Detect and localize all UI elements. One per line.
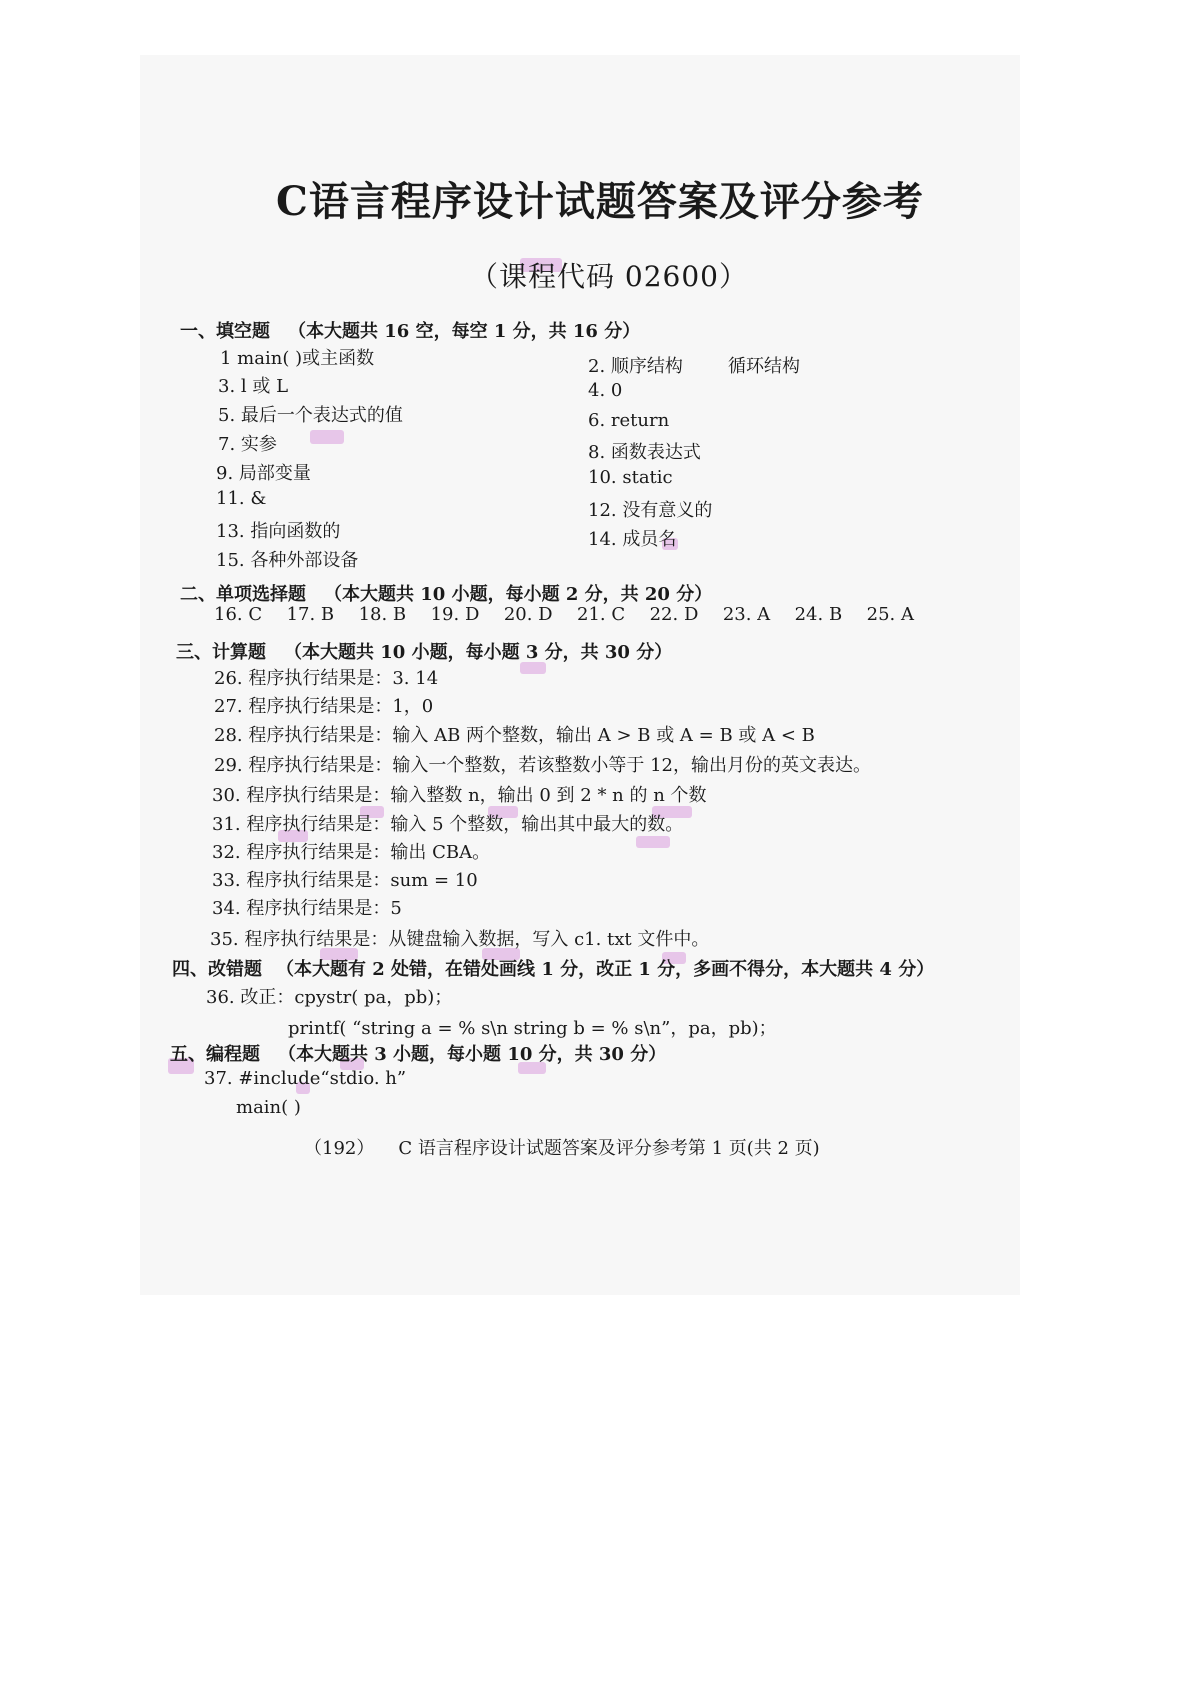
section-fill-heading (180, 317, 640, 343)
fill-answer-2b: 循环结构 (728, 356, 800, 377)
calc-answer-29: 29. 程序执行结果是：输入一个整数，若该整数小等于 12，输出月份的英文表达。 (214, 755, 871, 776)
choice-answer: 23. A (722, 604, 771, 625)
section-choice-label: 二、单项选择题 (180, 584, 306, 605)
footer-text: C 语言程序设计试题答案及评分参考第 1 页(共 2 页) (398, 1138, 820, 1159)
section-fix-note: （本大题有 2 处错，在错处画线 1 分，改正 1 分，多画不得分，本大题共 4 分） (276, 959, 935, 980)
calc-answer-32: 32. 程序执行结果是：输出 CBA。 (212, 842, 491, 863)
page-title: C语言程序设计试题答案及评分参考 (276, 178, 924, 225)
fill-answer-14: 14. 成员名 (588, 529, 677, 550)
section-prog-heading (170, 1040, 666, 1066)
section-calc-label: 三、计算题 (176, 642, 266, 663)
calc-answer-31: 31. 程序执行结果是：输入 5 个整数，输出其中最大的数。 (212, 814, 684, 835)
calc-answer-27: 27. 程序执行结果是：1，0 (214, 696, 434, 717)
calc-answer-26: 26. 程序执行结果是：3. 14 (214, 668, 439, 689)
prog-answer-37-line2: main( ) (236, 1097, 301, 1118)
choice-answer: 18. B (358, 604, 407, 625)
fix-answer-36-line2: printf( “string a = % s\n string b = % s\n”，pa，pb)； (288, 1018, 777, 1039)
choice-answer: 22. D (649, 604, 699, 625)
highlight-mark (636, 836, 670, 848)
highlight-mark (310, 430, 344, 444)
page-footer (304, 1134, 820, 1160)
choice-answer: 19. D (430, 604, 480, 625)
choice-answer: 17. B (286, 604, 335, 625)
footer-page-code: （192） (304, 1138, 375, 1159)
section-choice-note: （本大题共 10 小题，每小题 2 分，共 20 分） (324, 584, 713, 605)
course-code: （课程代码 02600） (470, 260, 748, 293)
section-calc-note: （本大题共 10 小题，每小题 3 分，共 30 分） (284, 642, 673, 663)
fill-answer-15: 15. 各种外部设备 (216, 550, 359, 571)
section-prog-note: （本大题共 3 小题，每小题 10 分，共 30 分） (278, 1044, 667, 1065)
calc-answer-34: 34. 程序执行结果是：5 (212, 898, 402, 919)
calc-answer-28: 28. 程序执行结果是：输入 AB 两个整数，输出 A > B 或 A = B 或 A < B (214, 725, 815, 746)
fill-answer-2: 2. 顺序结构 (588, 356, 683, 377)
section-fill-note: （本大题共 16 空，每空 1 分，共 16 分） (288, 321, 641, 342)
fill-answer-11: 11. & (216, 488, 267, 509)
section-fix-heading (172, 955, 934, 981)
fill-answer-9: 9. 局部变量 (216, 463, 311, 484)
section-calc-heading (176, 638, 672, 664)
section-choice-heading (180, 580, 712, 606)
fill-answer-10: 10. static (588, 467, 673, 488)
fix-answer-36: 36. 改正：cpystr( pa，pb)； (206, 987, 453, 1008)
calc-answer-33: 33. 程序执行结果是：sum = 10 (212, 870, 478, 891)
fill-answer-3: 3. l 或 L (218, 376, 289, 397)
choice-answer: 24. B (794, 604, 843, 625)
choice-answer: 21. C (577, 604, 626, 625)
choice-answer: 25. A (866, 604, 914, 625)
fill-answer-5: 5. 最后一个表达式的值 (218, 405, 403, 426)
section-prog-label: 五、编程题 (170, 1044, 260, 1065)
choice-answer: 16. C (214, 604, 263, 625)
fill-answer-1: 1 main( )或主函数 (220, 348, 375, 369)
calc-answer-35: 35. 程序执行结果是：从键盘输入数据，写入 c1. txt 文件中。 (210, 929, 710, 950)
fill-answer-12: 12. 没有意义的 (588, 500, 713, 521)
calc-answer-30: 30. 程序执行结果是：输入整数 n，输出 0 到 2 * n 的 n 个数 (212, 785, 707, 806)
prog-answer-37: 37. #include“stdio. h” (204, 1068, 407, 1089)
fill-answer-6: 6. return (588, 410, 670, 431)
fill-answer-4: 4. 0 (588, 380, 623, 401)
choice-answers-row (214, 604, 914, 625)
fill-answer-7: 7. 实参 (218, 434, 277, 455)
fill-answer-13: 13. 指向函数的 (216, 521, 341, 542)
choice-answer: 20. D (503, 604, 553, 625)
section-fill-label: 一、填空题 (180, 321, 270, 342)
section-fix-label: 四、改错题 (172, 959, 262, 980)
fill-answer-8: 8. 函数表达式 (588, 442, 701, 463)
